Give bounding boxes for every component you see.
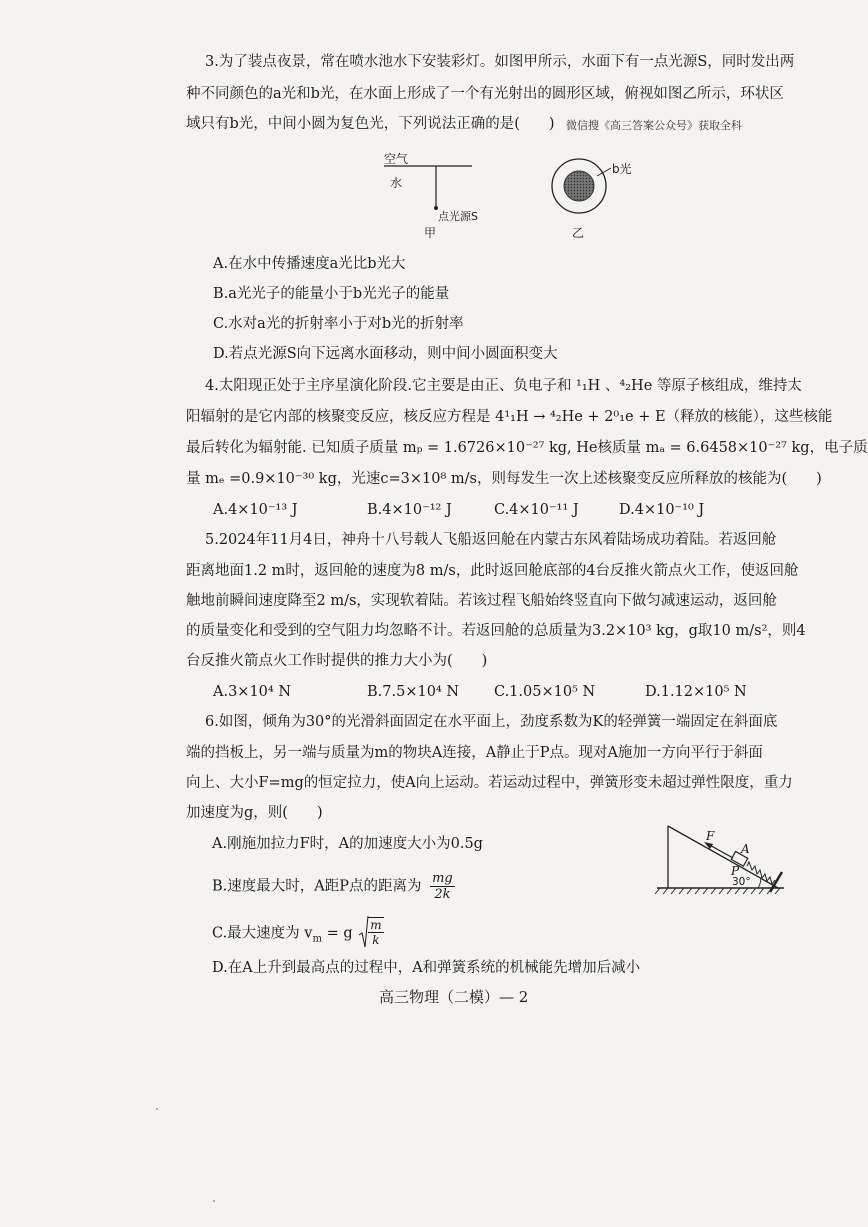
q3-option-d: D.若点光源S向下远离水面移动，则中间小圆面积变大 bbox=[213, 346, 558, 362]
q5-line-1: 5.2024年11月4日，神舟十八号载人飞船返回舱在内蒙古东风着陆场成功着陆。若返回舱 bbox=[205, 532, 777, 548]
q6-option-c-subscript: m bbox=[312, 933, 322, 945]
q6-option-c-denominator: k bbox=[372, 933, 380, 947]
q6-line-2: 端的挡板上，另一端与质量为m的物块A连接，A静止于P点。现对A施加一方向平行于斜面 bbox=[186, 745, 763, 761]
q6-fig-angle-label: 30° bbox=[732, 876, 751, 888]
q3-option-a: A.在水中传播速度a光比b光大 bbox=[213, 256, 406, 272]
q3-air-label: 空气 bbox=[384, 152, 409, 166]
q5-line-4: 的质量变化和受到的空气阻力均忽略不计。若返回舱的总质量为3.2×10³ kg，g取10 m/s²，则4 bbox=[186, 623, 806, 639]
q6-fig-block-label: A bbox=[741, 842, 750, 856]
q6-option-b-numerator: mg bbox=[432, 871, 453, 886]
q3-line-1: 3.为了装点夜景，常在喷水池水下安装彩灯。如图甲所示，水面下有一点光源S，同时发出两 bbox=[205, 54, 795, 70]
q5-option-d: D.1.12×10⁵ N bbox=[645, 684, 747, 700]
q6-fig-force-label: F bbox=[706, 829, 715, 843]
q3-option-c: C.水对a光的折射率小于对b光的折射率 bbox=[213, 316, 464, 332]
q4-option-b: B.4×10⁻¹² J bbox=[367, 502, 452, 518]
q6-option-d: D.在A上升到最高点的过程中，A和弹簧系统的机械能先增加后减小 bbox=[212, 960, 641, 976]
q3-line-3: 域只有b光，中间小圆为复色光，下列说法正确的是( ) bbox=[186, 116, 555, 132]
q5-option-b: B.7.5×10⁴ N bbox=[367, 684, 460, 700]
q3-option-b: B.a光光子的能量小于b光光子的能量 bbox=[213, 286, 450, 302]
q5-option-c: C.1.05×10⁵ N bbox=[494, 684, 596, 700]
q6-option-a: A.刚施加拉力F时，A的加速度大小为0.5g bbox=[212, 836, 483, 852]
q3-caption-yi: 乙 bbox=[572, 226, 585, 240]
q4-line-3: 最后转化为辐射能. 已知质子质量 mₚ = 1.6726×10⁻²⁷ kg, He核质量 mₐ = 6.6458×10⁻²⁷ kg，电子质 bbox=[186, 440, 868, 456]
q6-line-3: 向上、大小F=mg的恒定拉力，使A向上运动。若运动过程中，弹簧形变未超过弹性限度，重力 bbox=[186, 775, 793, 791]
q6-option-c-text: C.最大速度为 v bbox=[212, 925, 313, 942]
q6-option-c-eq: = g bbox=[321, 925, 353, 942]
q3-line-2: 种不同颜色的a光和b光，在水面上形成了一个有光射出的圆形区域，俯视如图乙所示，环状区 bbox=[186, 86, 784, 102]
q5-line-2: 距离地面1.2 m时，返回舱的速度为8 m/s，此时返回舱底部的4台反推火箭点火工作，使返回舱 bbox=[186, 563, 799, 579]
q4-line-4: 量 mₑ =0.9×10⁻³⁰ kg，光速c=3×10⁸ m/s，则每发生一次上述核聚变反应所释放的核能为( ) bbox=[186, 471, 822, 487]
q6-option-b-text: B.速度最大时，A距P点的距离为 bbox=[212, 878, 422, 895]
q6-option-b-denominator: 2k bbox=[434, 887, 451, 902]
q3-b-light-label: b光 bbox=[612, 162, 632, 176]
q4-line-2: 阳辐射的是它内部的核聚变反应，核反应方程是 4¹₁H → ⁴₂He + 2⁰₁e + E（释放的核能），这些核能 bbox=[186, 409, 833, 425]
q6-option-c-numerator: m bbox=[370, 918, 382, 932]
q5-line-3: 触地前瞬间速度降至2 m/s，实现软着陆。若该过程飞船始终竖直向下做匀减速运动，返回舱 bbox=[186, 593, 777, 609]
q4-line-1: 4.太阳现正处于主序星演化阶段.它主要是由正、负电子和 ¹₁H 、⁴₂He 等原子核组成，维持太 bbox=[205, 378, 802, 394]
q5-option-a: A.3×10⁴ N bbox=[213, 684, 292, 700]
q6-line-4: 加速度为g，则( ) bbox=[186, 805, 323, 821]
q4-option-d: D.4×10⁻¹⁰ J bbox=[619, 502, 705, 518]
q3-caption-jia: 甲 bbox=[424, 226, 437, 240]
q3-source-label: 点光源S bbox=[438, 210, 478, 223]
q4-option-a: A.4×10⁻¹³ J bbox=[213, 502, 298, 518]
q6-fig-point-label: P bbox=[731, 864, 740, 878]
scan-speck bbox=[213, 1200, 215, 1202]
q3-water-label: 水 bbox=[390, 176, 403, 190]
q6-line-1: 6.如图，倾角为30°的光滑斜面固定在水平面上，劲度系数为K的轻弹簧一端固定在斜面底 bbox=[205, 714, 778, 730]
q3-watermark: 微信搜《高三答案公众号》获取全科 bbox=[566, 119, 742, 132]
scan-speck bbox=[156, 1108, 158, 1110]
q4-option-c: C.4×10⁻¹¹ J bbox=[494, 502, 579, 518]
page-footer: 高三物理（二模）— 2 bbox=[379, 988, 529, 1006]
q5-line-5: 台反推火箭点火工作时提供的推力大小为( ) bbox=[186, 653, 488, 669]
